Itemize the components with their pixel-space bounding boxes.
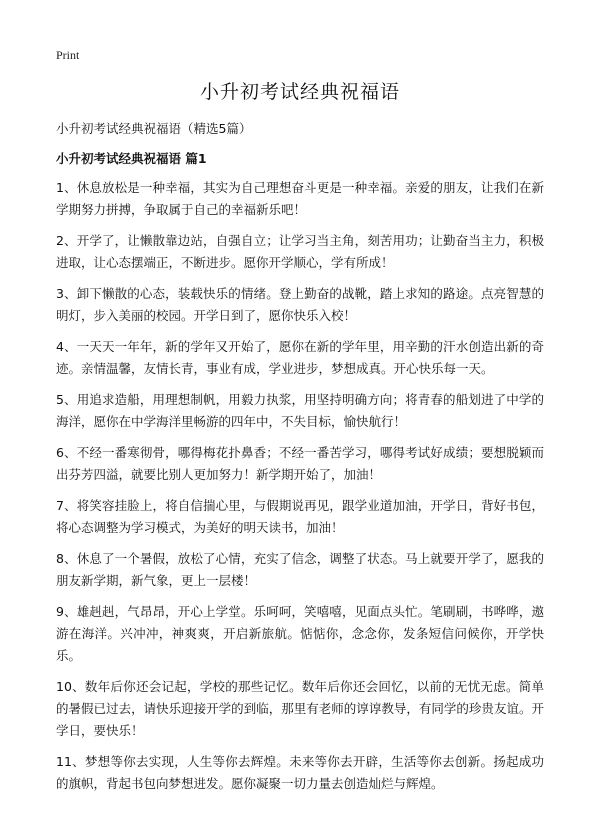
paragraph-7: 7、将笑容挂脸上，将自信揣心里，与假期说再见，跟学业道加油，开学日，背好书包，将心态调整为学习模式，为美好的明天读书，加油！ <box>56 498 544 535</box>
paragraph-2: 2、开学了，让懒散靠边站，自强自立；让学习当主角，刻苦用功；让勤奋当主力，积极进取，让心态摆端正，不断进步。愿你开学顺心，学有所成！ <box>56 233 544 270</box>
print-link[interactable]: Print <box>56 48 80 62</box>
paragraph-4: 4、一天天一年年，新的学年又开始了，愿你在新的学年里，用辛勤的汗水创造出新的奇迹。亲情温馨，友情长青，事业有成，学业进步，梦想成真。开心快乐每一天。 <box>56 339 544 376</box>
paragraph-8: 8、休息了一个暑假，放松了心情，充实了信念，调整了状态。马上就要开学了，愿我的朋友新学期，新气象，更上一层楼！ <box>56 551 544 588</box>
paragraph-3: 3、卸下懒散的心态，装载快乐的情绪。登上勤奋的战靴，踏上求知的路途。点亮智慧的明灯，步入美丽的校园。开学日到了，愿你快乐入校！ <box>56 286 544 323</box>
paragraph-10: 10、数年后你还会记起，学校的那些记忆。数年后你还会回忆，以前的无忧无虑。简单的暑假已过去，请快乐迎接开学的到临，那里有老师的谆谆教导，有同学的珍贵友谊。开学日，要快乐！ <box>56 679 544 738</box>
paragraph-11: 11、梦想等你去实现，人生等你去辉煌。未来等你去开辟，生活等你去创新。扬起成功的旗帜，背起书包向梦想进发。愿你凝聚一切力量去创造灿烂与辉煌。 <box>56 754 544 791</box>
paragraph-1: 1、休息放松是一种幸福，其实为自己理想奋斗更是一种幸福。亲爱的朋友，让我们在新学期努力拼搏，争取属于自己的幸福新乐吧！ <box>56 180 544 217</box>
paragraph-9: 9、雄赳赳，气昂昂，开心上学堂。乐呵呵，笑嘻嘻，见面点头忙。笔刷刷，书哗哗，遨游在海洋。兴冲冲，神爽爽，开启新旅航。惦惦你，念念你，发条短信问候你，开学快乐。 <box>56 604 544 663</box>
section-heading: 小升初考试经典祝福语 篇1 <box>56 151 207 166</box>
paragraph-6: 6、不经一番寒彻骨，哪得梅花扑鼻香；不经一番苦学习，哪得考试好成绩；要想脱颖而出芬芳四溢，就要比别人更加努力！新学期开始了，加油！ <box>56 445 544 482</box>
document-subtitle: 小升初考试经典祝福语（精选5篇） <box>56 121 252 136</box>
document-title: 小升初考试经典祝福语 <box>199 81 400 103</box>
paragraph-list <box>56 177 544 804</box>
paragraph-5: 5、用追求造船，用理想制帆，用毅力执浆，用坚持明确方向；将青春的船划进了中学的海洋，愿你在中学海洋里畅游的四年中，不失目标，愉快航行！ <box>56 392 544 429</box>
